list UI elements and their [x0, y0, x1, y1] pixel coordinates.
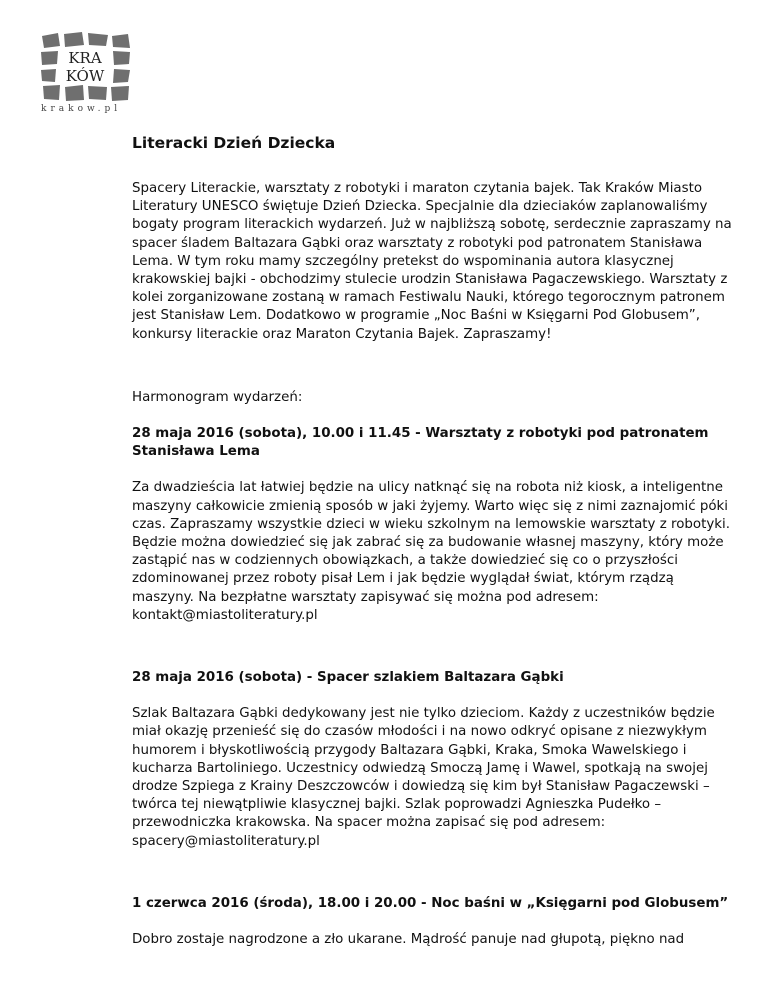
schedule-label: Harmonogram wydarzeń: [132, 389, 303, 405]
event-title-walk: 28 maja 2016 (sobota) - Spacer szlakiem Baltazara Gąbki [132, 670, 564, 686]
logo-text-line-2: KÓW [65, 67, 105, 85]
krakow-logo-mark [38, 30, 134, 104]
page-title: Literacki Dzień Dziecka [132, 134, 336, 152]
document-content [132, 132, 732, 949]
event-body-walk: Szlak Baltazara Gąbki dedykowany jest nie tylko dzieciom. Każdy z uczestników będzie miał okazję przenieść się do czasów młodości i na nowo odkryć opisane z niezwykłym humorem i błyskotliwością przygody Baltazara Gąbki, Kraka, Smoka Wawelskiego i kucharza Bartoliniego. Uczestnicy odwiedzą Smoczą Jamę i Wawel, spotkają na swojej drodze Szpiega z Krainy Deszczowców i dowiedzą się kim był Stanisław Pagaczewski – twórca tej niewątpliwie klasycznej bajki. Szlak poprowadzi Agnieszka Pudełko – przewodniczka krakowska. Na spacer można zapisać się pod adresem: spacery@miastoliteratury.pl [132, 706, 715, 849]
logo-text-line-1: KRA [68, 49, 102, 67]
event-title-robotics: 28 maja 2016 (sobota), 10.00 i 11.45 - Warsztaty z robotyki pod patronatem Stanisława Lema [132, 426, 709, 460]
logo-caption[interactable]: krakow.pl [41, 104, 122, 114]
event-title-night: 1 czerwca 2016 (środa), 18.00 i 20.00 - Noc baśni w „Księgarni pod Globusem” [132, 895, 729, 911]
event-body-night: Dobro zostaje nagrodzone a zło ukarane. Mądrość panuje nad głupotą, piękno nad [132, 932, 685, 948]
event-body-robotics: Za dwadzieścia lat łatwiej będzie na ulicy natknąć się na robota niż kiosk, a inteligentne maszyny całkowicie zmienią sposób w jaki żyjemy. Warto więc się z nimi zaznajomić póki czas. Zapraszamy wszystkie dzieci w wieku szkolnym na lemowskie warsztaty z robotyki. Będzie można dowiedzieć się jak zabrać się za budowanie własnej maszyny, który może zastąpić nas w codziennych obowiązkach, a także dowiedzieć się co o przyszłości zdominowanej przez roboty pisał Lem i jak będzie wyglądał świat, którym rządzą maszyny. Na bezpłatne warsztaty zapisywać się można pod adresem: kontakt@miastoliteratury.pl [132, 480, 731, 623]
intro-paragraph: Spacery Literackie, warsztaty z robotyki i maraton czytania bajek. Tak Kraków Miasto Literatury UNESCO świętuje Dzień Dziecka. Specjalnie dla dzieciaków zaplanowaliśmy bogaty program literackich wydarzeń. Już w najbliższą sobotę, serdecznie zapraszamy na spacer śladem Baltazara Gąbki oraz warsztaty z robotyki pod patronatem Stanisława Lema. W tym roku mamy szczególny pretekst do wspominania autora klasycznej krakowskiej bajki - obchodzimy stulecie urodzin Stanisława Pagaczewskiego. Warsztaty z kolei zorganizowane zostaną w ramach Festiwalu Nauki, którego tegorocznym patronem jest Stanisław Lem. Dodatkowo w programie „Noc Baśni w Księgarni Pod Globusem”, konkursy literackie oraz Maraton Czytania Bajek. Zapraszamy! [132, 181, 732, 342]
